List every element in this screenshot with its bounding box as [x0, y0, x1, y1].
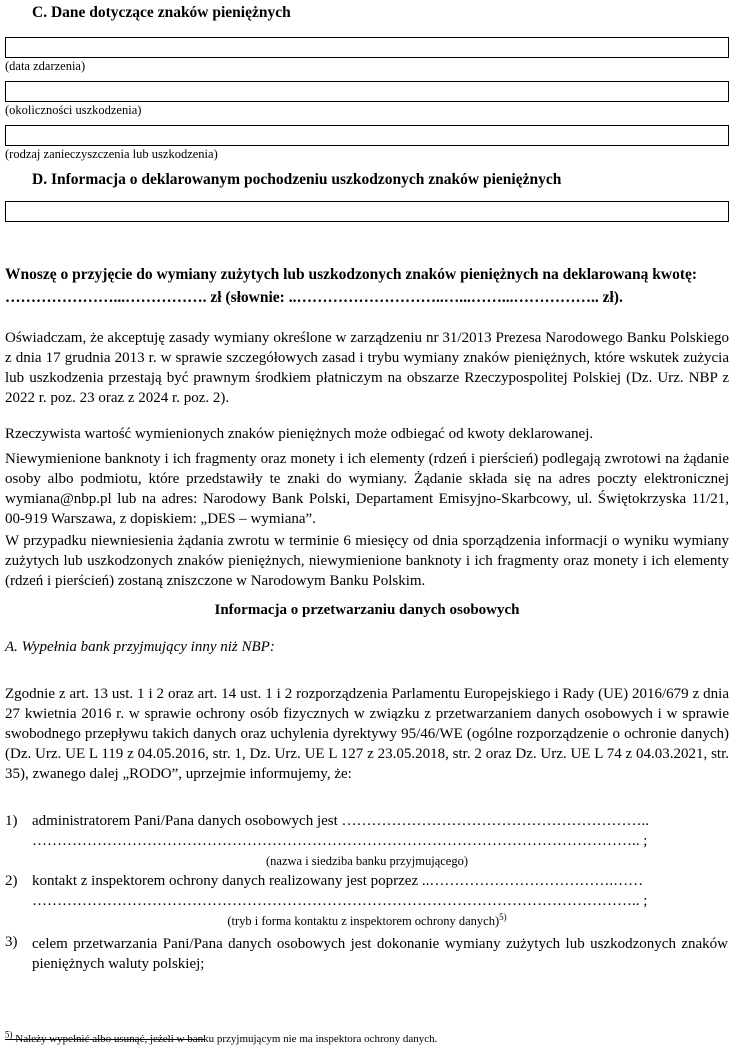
declaration-paragraph: Oświadczam, że akceptuję zasady wymiany określone w zarządzeniu nr 31/2013 Prezesa Narodowego Banku Polskiego z dnia 17 grudnia 2013 r. w sprawie szczegółowych zasad i trybu wymiany znaków pieniężnych, które wskutek zużycia lub uszkodzenia przestają być prawnym środkiem płatniczym na obszarze Rzeczypospolitej Polskiej (Dz. Urz. NBP z 2022 r. poz. 23 oraz z 2024 r. poz. 2). — [5, 330, 729, 406]
value-disclaimer: Rzeczywista wartość wymienionych znaków pieniężnych może odbiegać od kwoty deklarowanej. — [5, 426, 594, 442]
return-paragraph: Niewymienione banknoty i ich fragmenty oraz monety i ich elementy (rdzeń i pierścień) podlegają zwrotowi na żądanie osoby albo podmiotu, które przedstawiły te znaki do wymiany. Żądanie składa się na adres poczty elektronicznej wymiana@nbp.pl lub na adres: Narodowy Bank Polski, Departament Emisyjno-Skarbcowy, ul. Świętokrzyska 11/21, 00-919 Warszawa, z dopiskiem: „DES – wymiana”. — [5, 451, 729, 527]
item-number: 2) — [5, 873, 18, 889]
event-date-label: (data zdarzenia) — [5, 59, 86, 73]
administrator-continuation: ………………………………………………………………………………………………………….. ; — [32, 833, 648, 849]
gdpr-intro-paragraph: Zgodnie z art. 13 ust. 1 i 2 oraz art. 14 ust. 1 i 2 rozporządzenia Parlamentu Europejskiego i Rady (UE) 2016/679 z dnia 27 kwietnia 2016 r. w sprawie ochrony osób fizycznych w związku z przetwarzaniem danych osobowych i w sprawie swobodnego przepływu takich danych oraz uchylenia dyrektywy 95/46/WE (ogólne rozporządzenie o ochronie danych) (Dz. Urz. UE L 119 z 04.05.2016, str. 1, Dz. Urz. UE L 127 z 23.05.2018, str. 2 oraz Dz. Urz. UE L 74 z 04.03.2021, str. 35), zwanego dalej „RODO”, uprzejmie informujemy, że: — [5, 686, 729, 782]
item-number: 3) — [5, 934, 18, 950]
administrator-line: administratorem Pani/Pana danych osobowych jest …………………………………………………….. — [32, 813, 650, 829]
event-date-field[interactable] — [5, 37, 729, 58]
footnote-mark: 5) — [5, 1029, 13, 1040]
footnote-text: Należy wypełnić albo usunąć, jeżeli w banku przyjmującym nie ma inspektora ochrony danych. — [12, 1033, 438, 1045]
section-a-subtitle: A. Wypełnia bank przyjmujący inny niż NBP: — [5, 639, 275, 655]
dpo-caption-text: (tryb i forma kontaktu z inspektorem ochrony danych) — [227, 914, 500, 928]
data-info-title: Informacja o przetwarzaniu danych osobowych — [214, 602, 520, 618]
processing-purpose: celem przetwarzania Pani/Pana danych osobowych jest dokonanie wymiany zużytych lub uszkodzonych znaków pieniężnych waluty polskiej; — [32, 936, 728, 972]
footnote-ref: 5) — [499, 911, 507, 922]
request-line-1: Wnoszę o przyjęcie do wymiany zużytych lub uszkodzonych znaków pieniężnych na deklarowaną kwotę: — [5, 266, 698, 283]
destruction-paragraph: W przypadku niewniesienia żądania zwrotu w terminie 6 miesięcy od dnia sporządzenia informacji o wyniku wymiany zużytych lub uszkodzonych znaków pieniężnych, niewymienione banknoty i ich fragmenty oraz monety i ich elementy (rdzeń i pierścień) zostaną zniszczone w Narodowym Banku Polskim. — [5, 533, 729, 589]
dpo-contact-line: kontakt z inspektorem ochrony danych realizowany jest poprzez ..……………………………….…… — [32, 873, 644, 889]
damage-type-label: (rodzaj zanieczyszczenia lub uszkodzenia) — [5, 147, 218, 161]
dpo-contact-continuation: ………………………………………………………………………………………………………….. ; — [32, 893, 648, 909]
administrator-caption: (nazwa i siedziba banku przyjmującego) — [266, 854, 468, 868]
damage-circumstances-field[interactable] — [5, 81, 729, 102]
footnote — [5, 1029, 438, 1045]
item-number: 1) — [5, 813, 18, 829]
request-amount-line: …………………...……………. zł (słownie: ..………………………..…...……...…………….. zł). — [5, 289, 623, 306]
damage-circumstances-label: (okoliczności uszkodzenia) — [5, 103, 142, 117]
damage-type-field[interactable] — [5, 125, 729, 146]
dpo-contact-caption — [5, 911, 729, 929]
section-c-title: C. Dane dotyczące znaków pieniężnych — [32, 4, 291, 21]
declared-origin-field[interactable] — [5, 201, 729, 222]
section-d-title: D. Informacja o deklarowanym pochodzeniu uszkodzonych znaków pieniężnych — [32, 171, 562, 188]
